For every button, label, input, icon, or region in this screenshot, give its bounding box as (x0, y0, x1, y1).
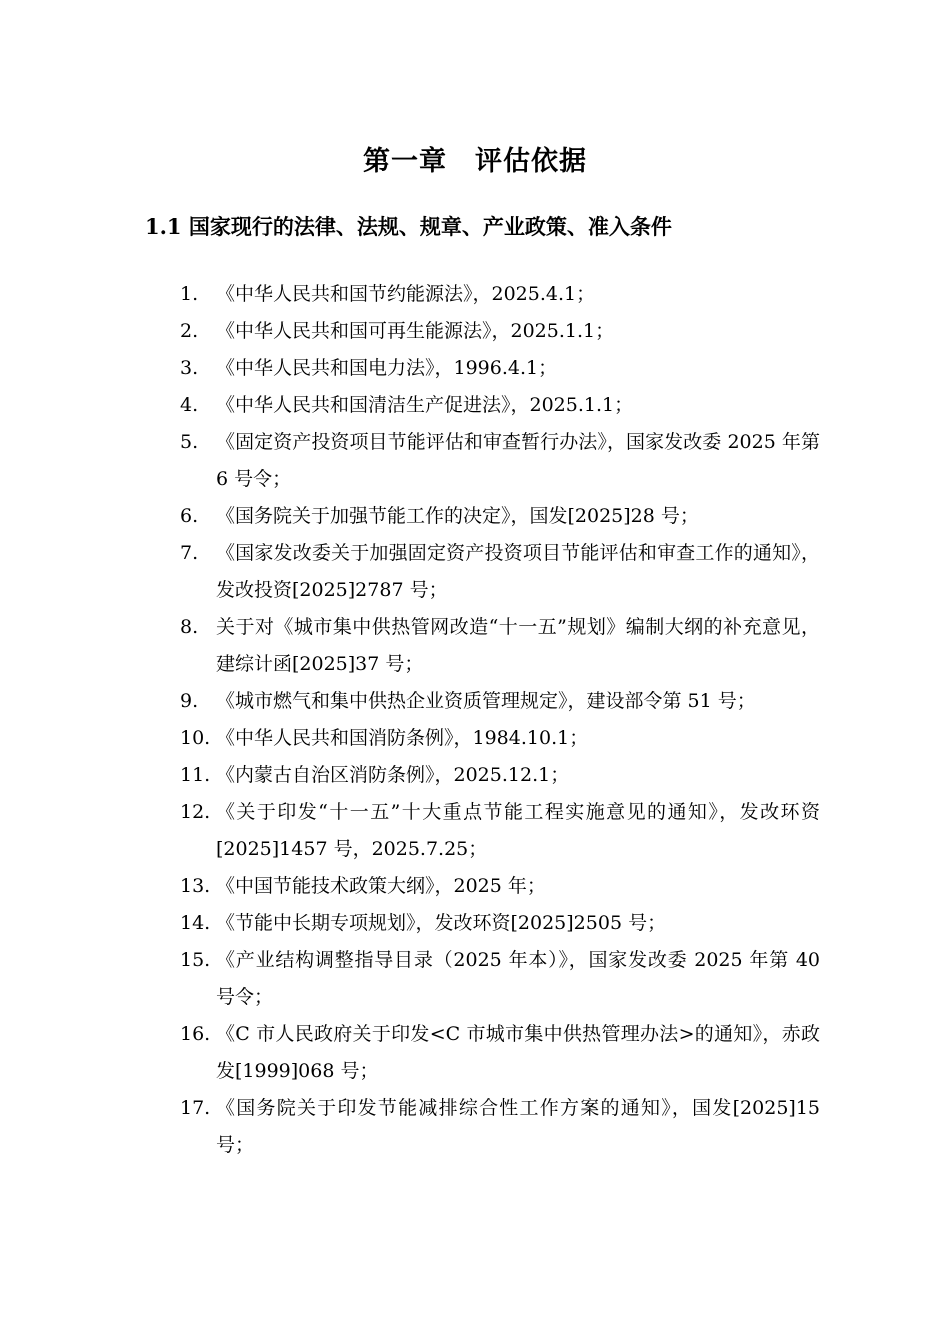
list-item-number: 14. (180, 912, 211, 934)
list-item-number: 6. (180, 505, 199, 527)
list-item-text: 《国家发改委关于加强固定资产投资项目节能评估和审查工作的通知》，发改投资[2025]2787 号； (216, 542, 820, 601)
list-item (180, 350, 820, 387)
list-item-number: 4. (180, 394, 199, 416)
list-item-text: 《中华人民共和国清洁生产促进法》，2025.1.1； (216, 394, 634, 416)
list-item-number: 9. (180, 690, 199, 712)
list-item-number: 16. (180, 1023, 211, 1045)
list-item-text: 《关于印发“十一五”十大重点节能工程实施意见的通知》，发改环资[2025]1457 号，2025.7.25； (216, 801, 820, 860)
list-item (180, 424, 820, 498)
list-item-number: 8. (180, 616, 199, 638)
list-item (180, 498, 820, 535)
list-item-number: 10. (180, 727, 211, 749)
list-item-text: 《中国节能技术政策大纲》，2025 年； (216, 875, 546, 897)
list-item-text: 《固定资产投资项目节能评估和审查暂行办法》，国家发改委 2025 年第 6 号令； (216, 431, 820, 490)
list-item-text: 《中华人民共和国电力法》，1996.4.1； (216, 357, 558, 379)
list-item-text: 《国务院关于加强节能工作的决定》，国发[2025]28 号； (216, 505, 699, 527)
list-item-text: 关于对《城市集中供热管网改造“十一五”规划》编制大纲的补充意见，建综计函[2025]37 号； (216, 616, 820, 675)
list-item-number: 5. (180, 431, 199, 453)
list-item (180, 609, 820, 683)
list-item (180, 683, 820, 720)
reference-list (180, 276, 820, 1164)
list-item (180, 535, 820, 609)
list-item-number: 1. (180, 283, 199, 305)
list-item-text: 《产业结构调整指导目录（2025 年本）》，国家发改委 2025 年第 40 号令； (216, 949, 820, 1008)
list-item-number: 15. (180, 949, 211, 971)
list-item (180, 868, 820, 905)
list-item-text: 《节能中长期专项规划》，发改环资[2025]2505 号； (216, 912, 667, 934)
list-item-text: 《C 市人民政府关于印发<C 市城市集中供热管理办法>的通知》，赤政发[1999]068 号； (216, 1023, 820, 1082)
list-item (180, 942, 820, 1016)
list-item (180, 905, 820, 942)
list-item-text: 《内蒙古自治区消防条例》，2025.12.1； (216, 764, 570, 786)
section-title: 1.1 国家现行的法律、法规、规章、产业政策、准入条件 (145, 214, 672, 239)
list-item-number: 11. (180, 764, 211, 786)
list-item (180, 276, 820, 313)
list-item (180, 313, 820, 350)
list-item-number: 2. (180, 320, 199, 342)
list-item-number: 13. (180, 875, 211, 897)
list-item-text: 《城市燃气和集中供热企业资质管理规定》，建设部令第 51 号； (216, 690, 756, 712)
list-item-text: 《中华人民共和国消防条例》，1984.10.1； (216, 727, 589, 749)
list-item-text: 《中华人民共和国可再生能源法》，2025.1.1； (216, 320, 615, 342)
list-item (180, 1090, 820, 1164)
list-item-number: 3. (180, 357, 199, 379)
list-item (180, 720, 820, 757)
list-item-text: 《国务院关于印发节能减排综合性工作方案的通知》，国发[2025]15 号； (216, 1097, 820, 1156)
chapter-title: 第一章 评估依据 (363, 146, 587, 177)
list-item (180, 1016, 820, 1090)
list-item-number: 17. (180, 1097, 211, 1119)
list-item (180, 757, 820, 794)
list-item-text: 《中华人民共和国节约能源法》，2025.4.1； (216, 283, 596, 305)
list-item (180, 387, 820, 424)
list-item-number: 7. (180, 542, 199, 564)
list-item (180, 794, 820, 868)
list-item-number: 12. (180, 801, 211, 823)
